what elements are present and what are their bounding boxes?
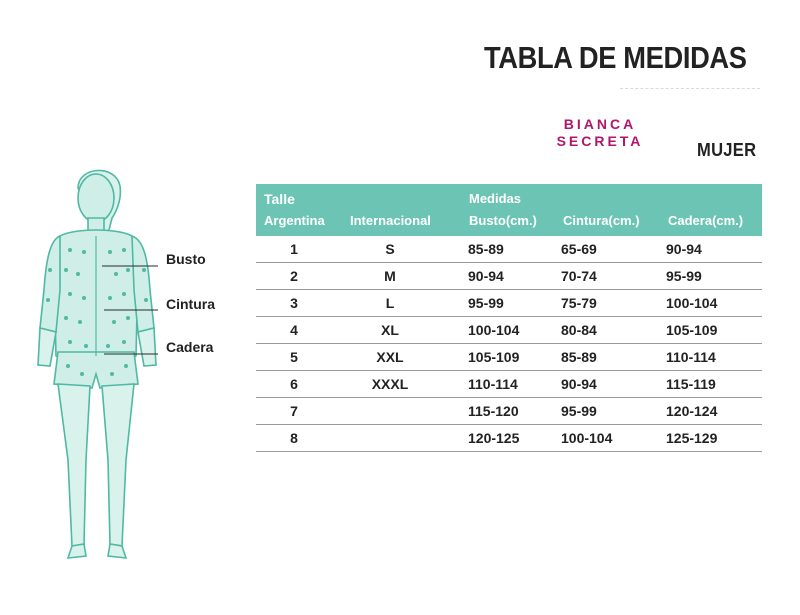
cell-cintura: 80-84	[561, 322, 597, 338]
cell-cintura: 65-69	[561, 241, 597, 257]
cell-internacional: L	[385, 295, 395, 311]
cell-internacional: XXXL	[371, 376, 409, 392]
label-cadera: Cadera	[166, 339, 214, 355]
woman-figure-illustration	[20, 160, 260, 570]
cell-busto: 90-94	[468, 268, 504, 284]
cell-busto: 115-120	[468, 403, 519, 419]
table-row	[256, 290, 762, 317]
table-row	[256, 371, 762, 398]
cell-talle: 6	[290, 376, 298, 392]
cell-internacional: XXL	[376, 349, 404, 365]
cell-cadera: 100-104	[666, 295, 718, 311]
size-table	[256, 184, 762, 452]
label-busto: Busto	[166, 251, 206, 267]
cell-busto: 120-125	[468, 430, 520, 446]
table-row	[256, 317, 762, 344]
cell-cintura: 100-104	[561, 430, 613, 446]
brand-logo	[548, 116, 652, 150]
table-header	[256, 184, 762, 236]
cell-talle: 7	[290, 403, 298, 419]
header-internacional: Internacional	[350, 213, 431, 228]
cell-cadera: 95-99	[666, 268, 702, 284]
header-medidas: Medidas	[469, 191, 522, 206]
cell-talle: 2	[290, 268, 298, 284]
cell-busto: 110-114	[468, 376, 518, 392]
cell-talle: 1	[290, 241, 298, 257]
brand-line-1: BIANCA	[563, 116, 637, 132]
cell-talle: 8	[290, 430, 298, 446]
cell-internacional: M	[384, 268, 396, 284]
cell-talle: 5	[290, 349, 298, 365]
cell-busto: 85-89	[468, 241, 504, 257]
header-busto: Busto(cm.)	[469, 213, 537, 228]
cell-cintura: 85-89	[561, 349, 597, 365]
table-row	[256, 425, 762, 452]
title-divider	[620, 88, 760, 89]
table-row	[256, 398, 762, 425]
header-argentina: Argentina	[264, 213, 325, 228]
cell-internacional: XL	[381, 322, 399, 338]
cell-busto: 95-99	[468, 295, 504, 311]
table-body	[256, 236, 762, 452]
cell-talle: 4	[290, 322, 298, 338]
cell-cintura: 95-99	[561, 403, 597, 419]
cell-cadera: 90-94	[666, 241, 702, 257]
header-talle: Talle	[264, 191, 295, 207]
brand-line-2: SECRETA	[556, 133, 644, 149]
cell-cadera: 120-124	[666, 403, 718, 419]
table-row	[256, 263, 762, 290]
cell-cintura: 75-79	[561, 295, 597, 311]
cell-cadera: 125-129	[666, 430, 718, 446]
cell-internacional: S	[385, 241, 395, 257]
table-row	[256, 236, 762, 263]
cell-talle: 3	[290, 295, 298, 311]
page-title: TABLA DE MEDIDAS	[484, 40, 747, 75]
cell-cintura: 70-74	[561, 268, 597, 284]
header-cintura: Cintura(cm.)	[563, 213, 640, 228]
cell-cadera: 105-109	[666, 322, 718, 338]
header-cadera: Cadera(cm.)	[668, 213, 744, 228]
cell-cintura: 90-94	[561, 376, 597, 392]
section-subtitle: MUJER	[697, 140, 757, 160]
cell-busto: 100-104	[468, 322, 520, 338]
cell-cadera: 110-114	[666, 349, 716, 365]
label-cintura: Cintura	[166, 296, 215, 312]
cell-busto: 105-109	[468, 349, 520, 365]
cell-cadera: 115-119	[666, 376, 716, 392]
table-row	[256, 344, 762, 371]
